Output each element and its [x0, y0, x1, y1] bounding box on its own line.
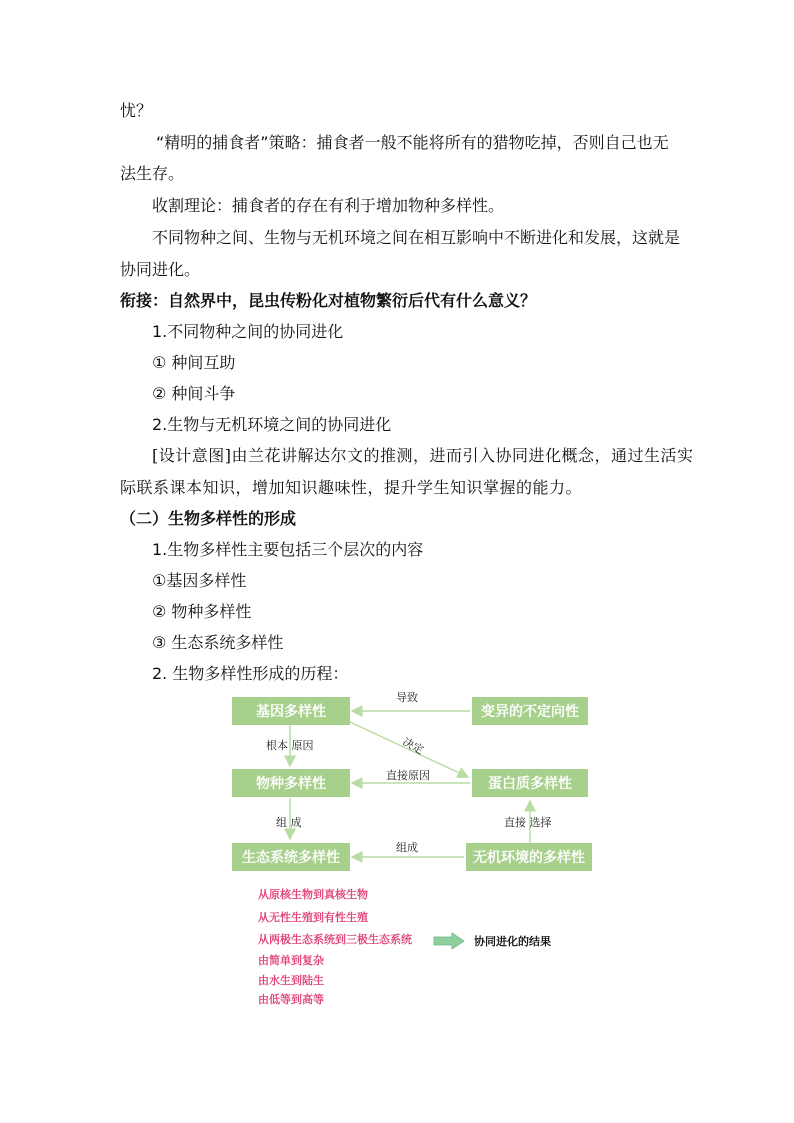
label-compose-bottom: 组成: [396, 841, 418, 854]
text-line: ② 物种多样性: [152, 602, 252, 621]
label-decide: 决定: [400, 735, 426, 757]
text-line: 忧？: [120, 101, 153, 120]
trend-item: 由低等到高等: [258, 993, 324, 1006]
text-line: “精明的捕食者”策略：捕食者一般不能将所有的猎物吃掉，否则自己也无: [156, 133, 669, 152]
result-arrow: [434, 933, 464, 949]
label-direct-cause: 直接原因: [386, 769, 430, 782]
text-line: 协同进化。: [120, 260, 201, 279]
text-line: 法生存。: [120, 164, 185, 183]
transition-question: 衔接：自然界中，昆虫传粉化对植物繁衍后代有什么意义？: [120, 291, 537, 310]
text-line: ③ 生态系统多样性: [152, 633, 284, 652]
section-heading: （二）生物多样性的形成: [120, 509, 297, 528]
trend-item: 由水生到陆生: [258, 974, 324, 987]
design-intent: 际联系课本知识，增加知识趣味性，提升学生知识掌握的能力。: [120, 478, 583, 497]
text-line: 1.不同物种之间的协同进化: [152, 322, 344, 341]
text-line: ①基因多样性: [152, 571, 247, 590]
text-line: 2. 生物多样性形成的历程：: [152, 664, 349, 683]
result-label: 协同进化的结果: [474, 935, 551, 948]
text-line: ② 种间斗争: [152, 384, 236, 403]
text-line: 2.生物与无机环境之间的协同进化: [152, 415, 392, 434]
text-line: 不同物种之间、生物与无机环境之间在相互影响中不断进化和发展，这就是: [152, 228, 681, 247]
text-line: ① 种间互助: [152, 353, 236, 372]
label-select: 直接 选择: [504, 816, 552, 829]
design-intent: [设计意图]由兰花讲解达尔文的推测，进而引入协同进化概念，通过生活实: [152, 446, 694, 465]
label-lead-to: 导致: [396, 691, 418, 704]
label-root-cause: 根本 原因: [266, 739, 314, 752]
trend-item: 由简单到复杂: [258, 954, 324, 967]
trend-item: 从两极生态系统到三极生态系统: [258, 933, 412, 946]
box-protein-diversity: 蛋白质多样性: [472, 769, 588, 797]
trend-item: 从无性生殖到有性生殖: [258, 911, 368, 924]
box-gene-diversity: 基因多样性: [232, 697, 350, 725]
box-variation-direction: 变异的不定向性: [472, 697, 588, 725]
text-line: 收割理论：捕食者的存在有利于增加物种多样性。: [152, 196, 505, 215]
trend-item: 从原核生物到真核生物: [258, 888, 368, 901]
box-species-diversity: 物种多样性: [232, 769, 350, 797]
box-ecosystem-diversity: 生态系统多样性: [232, 843, 350, 871]
label-compose-left: 组 成: [276, 816, 302, 829]
box-environment-diversity: 无机环境的多样性: [466, 843, 592, 871]
text-line: 1.生物多样性主要包括三个层次的内容: [152, 540, 424, 559]
